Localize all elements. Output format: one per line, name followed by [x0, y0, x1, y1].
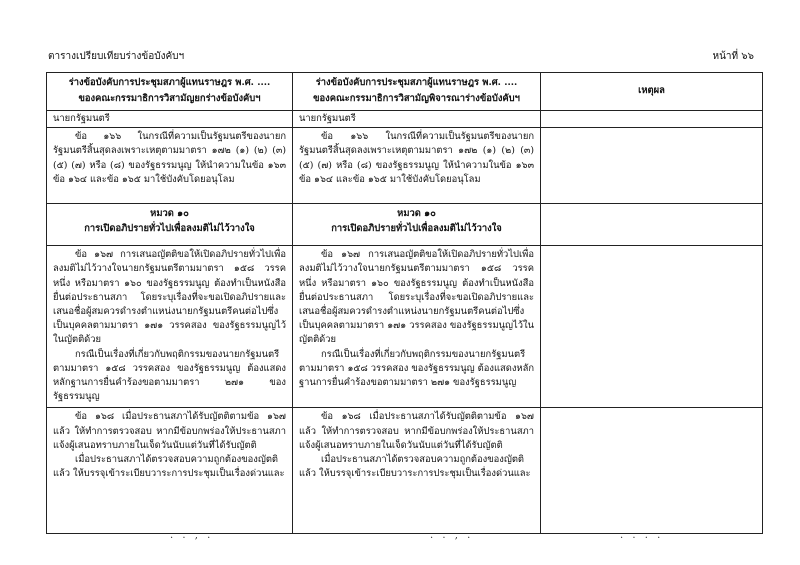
table-header-row — [47, 73, 763, 111]
reason-cell — [541, 128, 763, 204]
clause-text: ข้อ ๑๖๗ การเสนอญัตติขอให้เปิดอภิปรายทั่วไปเพื่อลงมติไม่ไว้วางใจนายกรัฐมนตรีตามมาตรา ๑๕๘ วรรคหนึ่ง หรือมาตรา ๑๖๐ ของรัฐธรรมนูญ ต้องทำเป็นหนังสือยื่นต่อประธานสภา โดยระบุเรื่องที่จะขอเปิดอภิปรายและเสนอชื่อผู้สมควรดำรงตำแหน่งนายกรัฐมนตรีคนต่อไปซึ่งเป็นบุคคลตามมาตรา ๑๗๑ วรรคสอง ของรัฐธรรมนูญไว้ในญัตติด้วย — [53, 249, 286, 346]
column-header-line: เหตุผล — [638, 85, 665, 96]
clause-text: ข้อ ๑๖๘ เมื่อประธานสภาได้รับญัตติตามข้อ ๑๖๗ แล้ว ให้ทำการตรวจสอบ หากมีข้อบกพร่องให้ประธานสภาแจ้งผู้เสนอทราบภายในเจ็ดวันนับแต่วันที่ได้รับญัตติ — [299, 411, 534, 451]
document-title: ตารางเปรียบเทียบร่างข้อบังคับฯ — [48, 51, 185, 62]
clause-text: ข้อ ๑๖๘ เมื่อประธานสภาได้รับญัตติตามข้อ ๑๖๗ แล้ว ให้ทำการตรวจสอบ หากมีข้อบกพร่องให้ประธานสภาแจ้งผู้เสนอทราบภายในเจ็ดวันนับแต่วันที่ได้รับญัตติ — [53, 411, 286, 451]
clause-text: ข้อ ๑๖๖ ในกรณีที่ความเป็นรัฐมนตรีของนายกรัฐมนตรีสิ้นสุดลงเพราะเหตุตามมาตรา ๑๗๒ (๑) (๒) (๓) (๕) (๗) หรือ (๘) ของรัฐธรรมนูญ ให้นำความในข้อ ๑๖๓ ข้อ ๑๖๔ และข้อ ๑๖๕ มาใช้บังคับโดยอนุโลม — [53, 131, 286, 185]
chapter-heading — [47, 204, 293, 246]
table-row — [47, 246, 763, 408]
footer-mark: . . , . — [170, 530, 214, 541]
cell-text: นายกรัฐมนตรี — [53, 113, 110, 124]
footer-mark: . . . . — [620, 530, 664, 541]
reason-cell — [541, 408, 763, 534]
chapter-number: หมวด ๑๐ — [397, 208, 436, 220]
clause-text: เมื่อประธานสภาได้ตรวจสอบความถูกต้องของญัตติแล้ว ให้บรรจุเข้าระเบียบวาระการประชุมเป็นเรื่องด่วนและ — [299, 454, 531, 480]
column-header-drafting-committee — [47, 73, 293, 111]
reason-cell — [541, 204, 763, 246]
page-header — [48, 50, 754, 64]
cell-text: นายกรัฐมนตรี — [299, 113, 356, 124]
table-cell — [47, 246, 293, 408]
footer-mark: . . , . — [430, 530, 474, 541]
table-cell — [47, 128, 293, 204]
table-cell — [293, 128, 541, 204]
table-cell — [293, 246, 541, 408]
clause-text: กรณีเป็นเรื่องที่เกี่ยวกับพฤติกรรมของนายกรัฐมนตรีตามมาตรา ๑๕๘ วรรคสอง ของรัฐธรรมนูญ ต้องแสดงหลักฐานการยื่นคำร้องขอตามมาตรา ๒๗๑ ของรัฐธรรมนูญ — [299, 348, 534, 389]
clause-text: เมื่อประธานสภาได้ตรวจสอบความถูกต้องของญัตติแล้ว ให้บรรจุเข้าระเบียบวาระการประชุมเป็นเรื่องด่วนและ — [53, 454, 285, 480]
clause-text: ข้อ ๑๖๖ ในกรณีที่ความเป็นรัฐมนตรีของนายกรัฐมนตรีสิ้นสุดลงเพราะเหตุตามมาตรา ๑๗๒ (๑) (๒) (๓) (๕) (๗) หรือ (๘) ของรัฐธรรมนูญ ให้นำความในข้อ ๑๖๓ ข้อ ๑๖๔ และข้อ ๑๖๕ มาใช้บังคับโดยอนุโลม — [299, 131, 534, 185]
table-cell — [47, 408, 293, 534]
table-row — [47, 408, 763, 534]
table-row — [47, 128, 763, 204]
column-header-review-committee — [293, 73, 541, 111]
chapter-heading — [293, 204, 541, 246]
column-header-line: ของคณะกรรมาธิการวิสามัญพิจารณาร่างข้อบังคับฯ — [313, 93, 520, 104]
reason-cell — [541, 246, 763, 408]
column-header-line: ร่างข้อบังคับการประชุมสภาผู้แทนราษฎร พ.ศ. .... — [315, 77, 518, 88]
table-cell — [293, 408, 541, 534]
table-row — [47, 204, 763, 246]
clause-text: ข้อ ๑๖๗ การเสนอญัตติขอให้เปิดอภิปรายทั่วไปเพื่อลงมติไม่ไว้วางใจนายกรัฐมนตรีตามมาตรา ๑๕๘ วรรคหนึ่ง หรือมาตรา ๑๖๐ ของรัฐธรรมนูญ ต้องทำเป็นหนังสือยื่นต่อประธานสภา โดยระบุเรื่องที่จะขอเปิดอภิปรายและเสนอชื่อผู้สมควรดำรงตำแหน่งนายกรัฐมนตรีคนต่อไปซึ่งเป็นบุคคลตามมาตรา ๑๗๑ วรรคสอง ของรัฐธรรมนูญไว้ในญัตติด้วย — [299, 249, 534, 346]
comparison-table — [46, 72, 763, 534]
column-header-line: ร่างข้อบังคับการประชุมสภาผู้แทนราษฎร พ.ศ. .... — [68, 77, 271, 88]
chapter-title: การเปิดอภิปรายทั่วไปเพื่อลงมติไม่ไว้วางใจ — [84, 223, 255, 235]
column-header-line: ของคณะกรรมาธิการวิสามัญยกร่างข้อบังคับฯ — [78, 93, 261, 104]
clause-text: กรณีเป็นเรื่องที่เกี่ยวกับพฤติกรรมของนายกรัฐมนตรีตามมาตรา ๑๕๘ วรรคสอง ของรัฐธรรมนูญ ต้องแสดงหลักฐานการยื่นคำร้องขอตามมาตรา ๒๗๑ ของรัฐธรรมนูญ — [53, 348, 286, 403]
chapter-number: หมวด ๑๐ — [150, 208, 189, 220]
reason-cell — [541, 111, 763, 128]
chapter-title: การเปิดอภิปรายทั่วไปเพื่อลงมติไม่ไว้วางใจ — [331, 223, 502, 235]
table-cell — [293, 111, 541, 128]
table-cell — [47, 111, 293, 128]
page-number: หน้าที่ ๖๖ — [712, 51, 754, 62]
table-row — [47, 111, 763, 128]
column-header-reason — [541, 73, 763, 111]
